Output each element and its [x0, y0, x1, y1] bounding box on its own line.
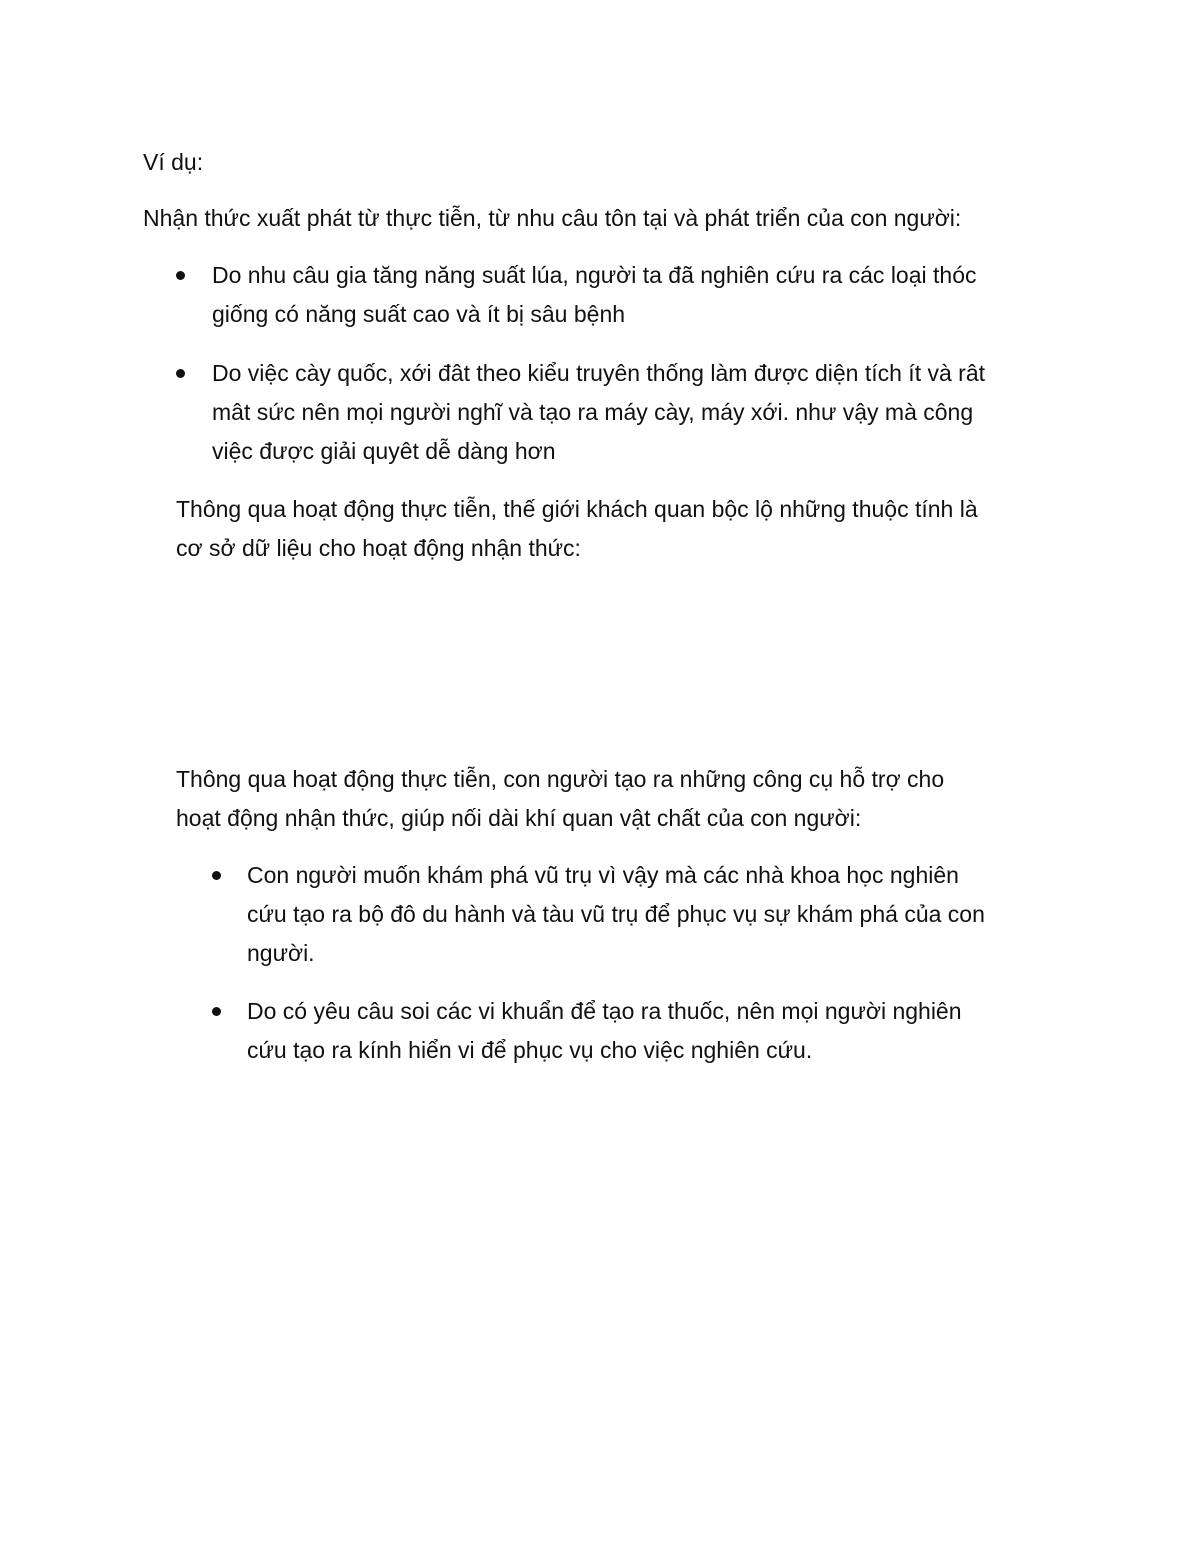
practice-paragraph [176, 490, 978, 568]
text-line: Do việc cày quốc, xới đât theo kiểu truyên thống làm được diện tích ít và rât [212, 360, 986, 386]
intro-paragraph [143, 199, 961, 238]
text-line: Con người muốn khám phá vũ trụ vì vậy mà các nhà khoa học nghiên [247, 862, 959, 888]
text-line: Do nhu câu gia tăng năng suất lúa, người ta đã nghiên cứu ra các loại thóc [212, 262, 977, 288]
text-line: người. [247, 940, 315, 966]
example-heading [143, 143, 203, 182]
tools-paragraph [176, 760, 944, 838]
text-line: cứu tạo ra kính hiển vi để phục vụ cho việc nghiên cứu. [247, 1037, 813, 1063]
bullet-icon [212, 871, 221, 880]
text-line: Thông qua hoạt động thực tiễn, con người tạo ra những công cụ hỗ trợ cho [176, 766, 945, 792]
text-line: giống có năng suất cao và ít bị sâu bệnh [212, 301, 626, 327]
bullet-icon [176, 271, 185, 280]
bullet-icon [212, 1007, 221, 1016]
text-line: mât sức nên mọi người nghĩ và tạo ra máy cày, máy xới. như vậy mà công [212, 399, 974, 425]
text-line: hoạt động nhận thức, giúp nối dài khí quan vật chất của con người: [176, 805, 862, 831]
text-line: việc được giải quyêt dễ dàng hơn [212, 438, 556, 464]
bullet-icon [176, 369, 185, 378]
text-line: cơ sở dữ liệu cho hoạt động nhận thức: [176, 535, 581, 561]
text-line: Nhận thức xuất phát từ thực tiễn, từ nhu câu tôn tại và phát triển của con người: [143, 205, 962, 231]
text-line: cứu tạo ra bộ đô du hành và tàu vũ trụ để phục vụ sự khám phá của con [247, 901, 985, 927]
text-line: Thông qua hoạt động thực tiễn, thế giới khách quan bộc lộ những thuộc tính là [176, 496, 978, 522]
text-line: Ví dụ: [143, 149, 204, 175]
text-line: Do có yêu câu soi các vi khuẩn để tạo ra thuốc, nên mọi người nghiên [247, 998, 962, 1024]
